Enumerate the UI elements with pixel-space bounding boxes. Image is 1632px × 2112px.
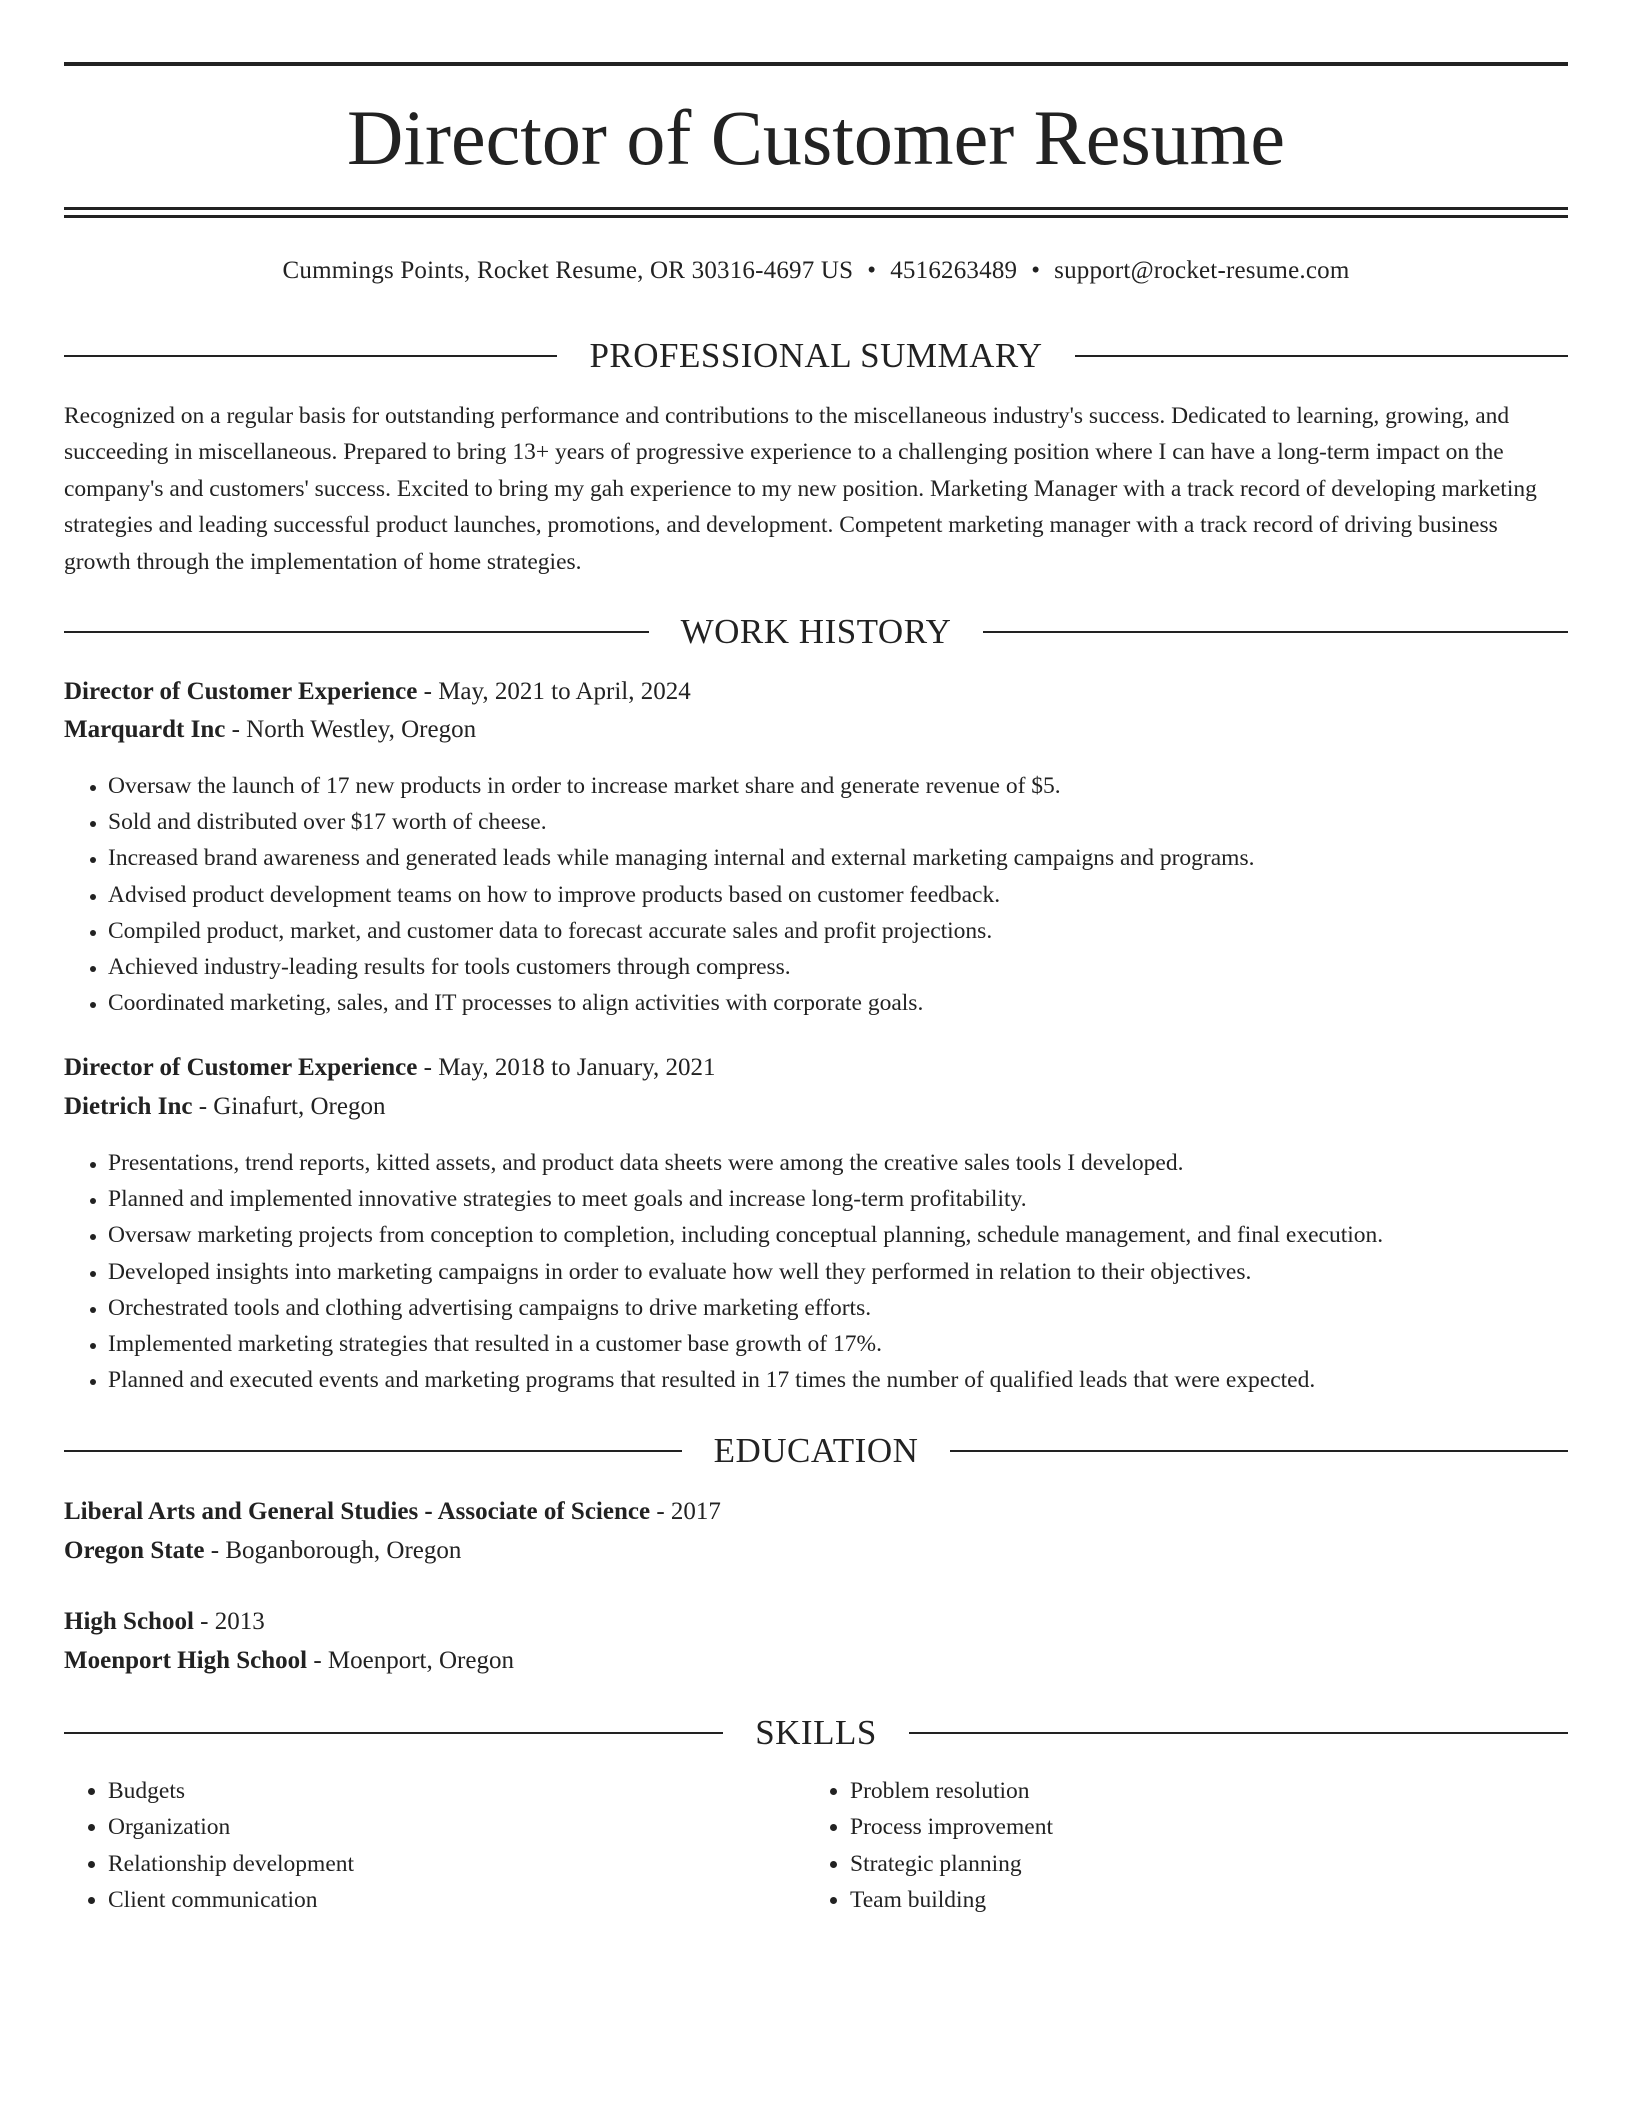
list-item: • Advised product development teams on how to improve products based on customer feedback. [108,877,1612,913]
skill-item: • Client communication [108,1882,808,1918]
section-rule-left [64,1732,723,1734]
job-company: Dietrich Inc [64,1093,193,1120]
job-dates: - May, 2018 to January, 2021 [417,1054,716,1081]
job-title: Director of Customer Experience [64,678,418,705]
skill-item: • Process improvement [850,1809,1550,1845]
list-item: • Planned and executed events and marketing programs that resulted in 17 times the number of qualified leads that were expected. [108,1362,1612,1398]
section-heading-education [64,1429,1568,1473]
job-location: - North Westley, Oregon [225,716,477,743]
contact-email: support@rocket-resume.com [1054,257,1350,284]
section-heading-summary [64,334,1568,378]
list-item: • Increased brand awareness and generated leads while managing internal and external marketing campaigns and programs. [108,840,1612,876]
list-item: • Oversaw the launch of 17 new products in order to increase market share and generate revenue of $5. [108,768,1612,804]
list-item: • Achieved industry-leading results for tools customers through compress. [108,949,1612,985]
list-item: • Orchestrated tools and clothing advertising campaigns to drive marketing efforts. [108,1290,1612,1326]
header-top-rule [64,62,1568,66]
education-school: Moenport High School [64,1647,308,1674]
job-2-company-line [64,1089,385,1125]
contact-address: Cummings Points, Rocket Resume, OR 30316-4697 US [282,257,854,284]
education-1-degree-line [64,1494,721,1530]
contact-separator: • [1031,257,1041,284]
list-item: • Sold and distributed over $17 worth of cheese. [108,804,1612,840]
list-item: • Oversaw marketing projects from conception to completion, including conceptual planning, schedule management, and final execution. [108,1217,1612,1253]
header-double-rule-upper [64,207,1568,210]
job-1-bullets [64,768,1612,1021]
skill-item: • Budgets [108,1773,808,1809]
list-item: • Compiled product, market, and customer data to forecast accurate sales and profit projections. [108,913,1612,949]
skill-item: • Relationship development [108,1846,808,1882]
resume-title: Director of Customer Resume [347,94,1285,181]
education-2-school-line [64,1643,514,1679]
education-year: - 2013 [193,1608,265,1635]
list-item: • Planned and implemented innovative strategies to meet goals and increase long-term profitability. [108,1181,1612,1217]
skill-item: • Problem resolution [850,1773,1550,1809]
section-title: WORK HISTORY [680,612,952,651]
job-1-title-line [64,674,691,710]
contact-line [64,253,1568,289]
education-degree: High School [64,1608,194,1635]
list-item: • Developed insights into marketing campaigns in order to evaluate how well they performed in relation to their objectives. [108,1254,1612,1290]
contact-phone: 4516263489 [890,257,1018,284]
list-item: • Implemented marketing strategies that resulted in a customer base growth of 17%. [108,1326,1612,1362]
job-2-title-line [64,1050,715,1086]
job-title: Director of Customer Experience [64,1054,418,1081]
education-1-school-line [64,1533,461,1569]
section-title: EDUCATION [713,1431,919,1470]
skills-list-right [806,1773,1550,1919]
education-location: - Moenport, Oregon [307,1647,514,1674]
skills-list-left [64,1773,808,1919]
job-location: - Ginafurt, Oregon [192,1093,386,1120]
list-item: • Presentations, trend reports, kitted assets, and product data sheets were among the creative sales tools I developed. [108,1145,1612,1181]
section-title: SKILLS [755,1713,877,1752]
section-heading-work-history [64,610,1568,654]
skill-item: • Strategic planning [850,1846,1550,1882]
section-rule-right [950,1450,1568,1452]
summary-text: Recognized on a regular basis for outstanding performance and contributions to the miscellaneous industry's success. Dedicated to learning, growing, and succeeding in miscellaneous. Prepared to bring 13+ years of progressive experience to a challenging position where I can have a long-term impact on the company's and customers' success. Excited to bring my gah experience to my new position. Marketing Manager with a track record of developing marketing strategies and leading successful product launches, promotions, and development. Competent marketing manager with a track record of driving business growth through the implementation of home strategies. [64,403,1537,575]
section-rule-right [983,631,1568,633]
education-2-degree-line [64,1604,265,1640]
list-item: • Coordinated marketing, sales, and IT processes to align activities with corporate goals. [108,985,1612,1021]
section-title: PROFESSIONAL SUMMARY [589,336,1043,375]
job-dates: - May, 2021 to April, 2024 [417,678,691,705]
job-2-bullets [64,1145,1612,1398]
education-location: - Boganborough, Oregon [204,1537,462,1564]
section-rule-left [64,631,649,633]
section-rule-right [909,1732,1568,1734]
job-company: Marquardt Inc [64,716,226,743]
skill-item: • Team building [850,1882,1550,1918]
education-degree: Liberal Arts and General Studies - Associate of Science [64,1498,651,1525]
section-rule-left [64,355,557,357]
education-year: - 2017 [650,1498,721,1525]
header-double-rule-lower [64,215,1568,218]
contact-separator: • [867,257,877,284]
skill-item: • Organization [108,1809,808,1845]
education-school: Oregon State [64,1537,205,1564]
section-heading-skills [64,1711,1568,1755]
section-rule-right [1075,355,1568,357]
job-1-company-line [64,712,476,748]
section-rule-left [64,1450,682,1452]
